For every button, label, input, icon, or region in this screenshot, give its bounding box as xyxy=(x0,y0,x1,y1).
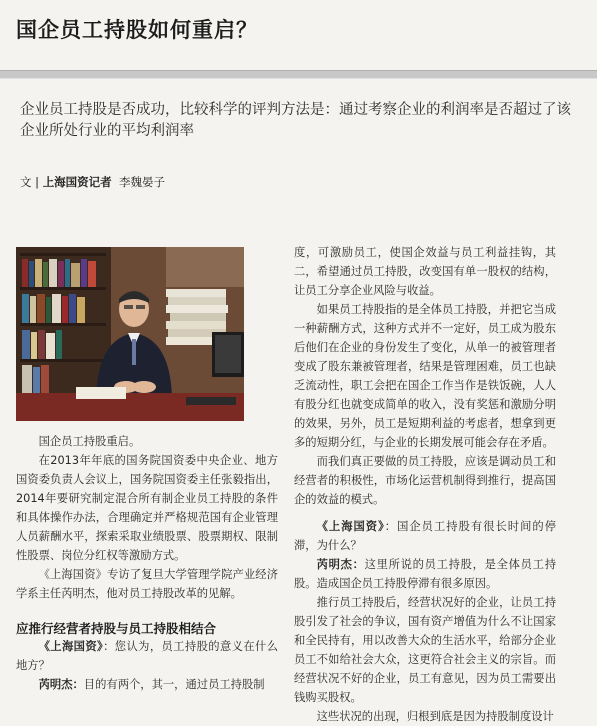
article-title: 国企员工持股如何重启？ xyxy=(16,18,258,42)
right-answer-2 xyxy=(294,555,556,593)
left-answer-1 xyxy=(16,675,278,694)
right-paragraph-3: 而我们真正要做的员工持股，应该是调动员工和经营者的积极性，市场化运营机制得到推行，提高国企的效益的模式。 xyxy=(294,455,556,506)
right-column xyxy=(294,243,556,726)
answer-text: 目的有两个，其一，通过员工持股制 xyxy=(83,678,265,691)
left-paragraph-1: 国企员工持股重启。 xyxy=(38,435,141,448)
question-label: 《上海国资》 xyxy=(38,640,104,653)
byline-authors: 李魏晏子 xyxy=(119,175,165,189)
right-paragraph-4: 推行员工持股后，经营状况好的企业，让员工持股引发了社会的争议，国有资产增值为什么不让国家和全民持有，用以改善大众的生活水平，给部分企业员工不如给社会大众，这更符合社会主义的宗旨。而经营状况不好的企业，员工有意见，因为员工需要出钱购买股权。 xyxy=(294,596,556,704)
question-label: 《上海国资》 xyxy=(316,520,385,533)
article-lead: 企业员工持股是否成功，比较科学的评判方法是：通过考察企业的利润率是否超过了该企业所处行业的平均利润率 xyxy=(20,102,571,139)
answer-label: 芮明杰： xyxy=(38,678,84,691)
right-question-2 xyxy=(294,517,556,555)
office-portrait-illustration xyxy=(16,247,244,421)
interview-photo xyxy=(16,247,244,421)
left-question-1 xyxy=(16,637,278,675)
right-paragraph-1: 度，可激励员工，使国企效益与员工利益挂钩，其二，希望通过员工持股，改变国有单一股权的结构，让员工分享企业风险与收益。 xyxy=(294,246,556,297)
title-divider xyxy=(0,70,597,79)
right-paragraph-2: 如果员工持股指的是全体员工持股，并把它当成一种薪酬方式，这种方式并不一定好，员工成为股东后他们在企业的身份发生了变化，从单一的被管理者变成了股东兼被管理者，结果是管理困难，员工也缺乏流动性，职工会把在国企工作当作是铁饭碗，人人有股分红也就变成简单的收入，没有奖惩和激励分明的效果，另外，员工是短期利益的考虑者，想拿到更多的短期分红，与企业的长期发展可能会存在矛盾。 xyxy=(294,303,556,449)
left-column xyxy=(16,432,278,694)
byline-prefix: 文 | xyxy=(20,175,43,189)
question-text: ：您认为，员工持股的意义在什么地方？ xyxy=(16,640,278,672)
left-paragraph-2: 在2013年年底的国务院国资委中央企业、地方国资委负责人会议上，国务院国资委主任张毅指出，2014年要研究制定混合所有制企业员工持股的条件和具体操作办法，合理确定并严格规范国有企业管理人员薪酬水平，探索采取业绩股票、股票期权、限制性股票、岗位分红权等激励方式。 xyxy=(16,454,278,562)
question-text: ：国企员工持股有很长时间的停滞，为什么？ xyxy=(294,520,556,552)
byline-source: 上海国资记者 xyxy=(42,175,112,189)
section-subheading: 应推行经营者持股与员工持股相结合 xyxy=(16,621,217,636)
answer-text: 这里所说的员工持股，是全体员工持股。造成国企员工持股停滞有很多原因。 xyxy=(294,558,556,590)
right-paragraph-5: 这些状况的出现，归根到底是因为持股制度设计 xyxy=(316,710,554,723)
answer-label: 芮明杰： xyxy=(316,558,365,571)
byline xyxy=(20,174,165,190)
left-paragraph-3: 《上海国资》专访了复旦大学管理学院产业经济学系主任芮明杰，他对员工持股改革的见解。 xyxy=(16,568,278,600)
